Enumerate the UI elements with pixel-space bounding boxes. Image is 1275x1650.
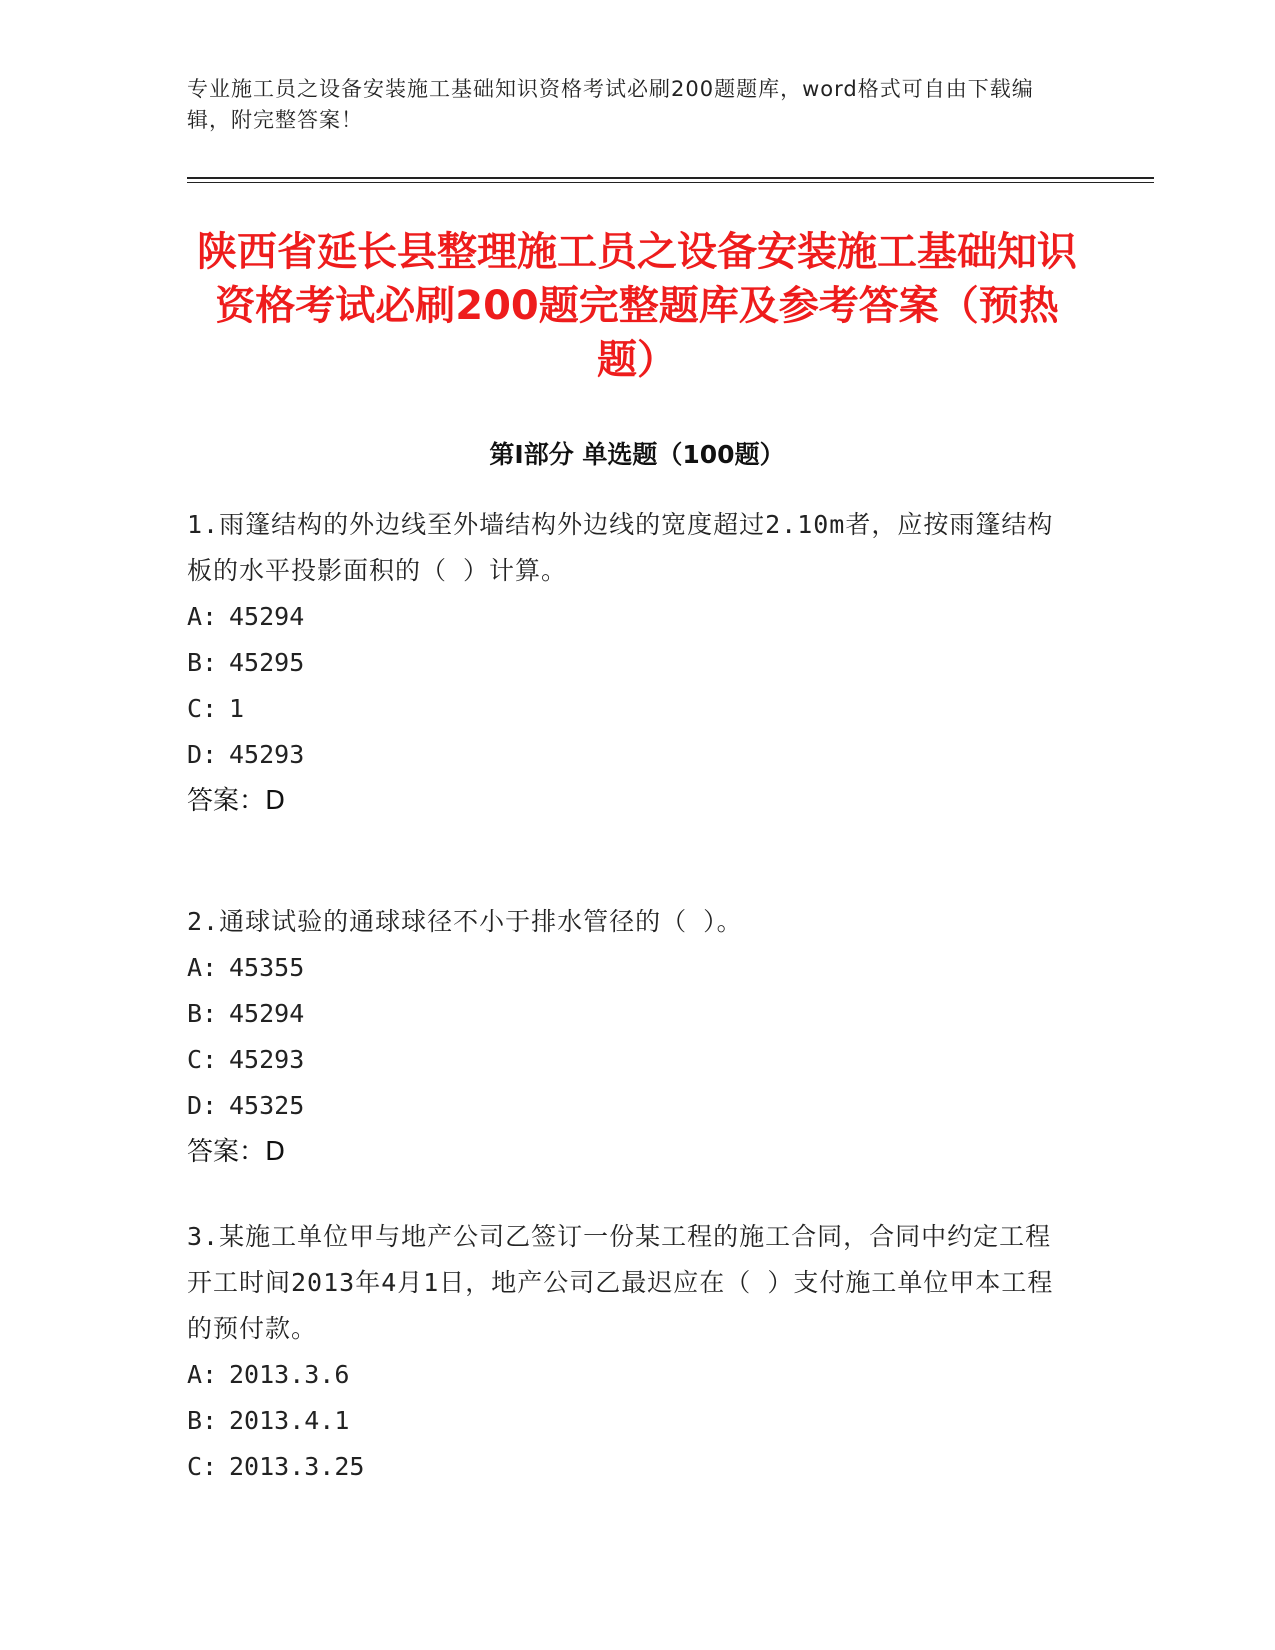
question-2 <box>187 899 1067 1175</box>
question-3 <box>187 1214 1067 1490</box>
option-key: B: <box>187 648 218 677</box>
option-key: A: <box>187 602 218 631</box>
option-value: 2013.3.6 <box>229 1360 350 1389</box>
option-c <box>187 1037 1067 1083</box>
option-key: D: <box>187 740 218 769</box>
option-value: 1 <box>229 694 245 723</box>
option-value: 2013.4.1 <box>229 1406 350 1435</box>
header-note: 专业施工员之设备安装施工基础知识资格考试必刷200题题库，word格式可自由下载编辑，附完整答案！ <box>187 77 1034 132</box>
option-a <box>187 1352 1067 1398</box>
option-value: 45325 <box>229 1091 305 1120</box>
option-value: 45295 <box>229 648 305 677</box>
option-value: 45294 <box>229 999 305 1028</box>
answer-line: 答案：D <box>187 1137 286 1167</box>
answer-line: 答案：D <box>187 786 286 816</box>
header-divider-thin <box>187 182 1154 183</box>
option-key: C: <box>187 694 218 723</box>
option-key: C: <box>187 1045 218 1074</box>
option-key: A: <box>187 1360 218 1389</box>
option-value: 45293 <box>229 740 305 769</box>
option-value: 45294 <box>229 602 305 631</box>
option-b <box>187 640 1067 686</box>
option-c <box>187 686 1067 732</box>
option-key: A: <box>187 953 218 982</box>
option-d <box>187 732 1067 778</box>
option-value: 45293 <box>229 1045 305 1074</box>
option-key: C: <box>187 1452 218 1481</box>
option-b <box>187 991 1067 1037</box>
document-title: 陕西省延长县整理施工员之设备安装施工基础知识资格考试必刷200题完整题库及参考答案（预热题） <box>197 229 1077 383</box>
option-key: D: <box>187 1091 218 1120</box>
question-1 <box>187 502 1067 824</box>
header-divider-thick <box>187 177 1154 179</box>
option-value: 45355 <box>229 953 305 982</box>
question-stem: 2.通球试验的通球球径不小于排水管径的（ ）。 <box>187 907 743 936</box>
option-a <box>187 594 1067 640</box>
option-key: B: <box>187 1406 218 1435</box>
question-stem: 3.某施工单位甲与地产公司乙签订一份某工程的施工合同，合同中约定工程开工时间2013年4月1日，地产公司乙最迟应在（ ）支付施工单位甲本工程的预付款。 <box>187 1222 1054 1343</box>
question-stem: 1.雨篷结构的外边线至外墙结构外边线的宽度超过2.10m者，应按雨篷结构板的水平投影面积的（ ）计算。 <box>187 510 1054 585</box>
option-key: B: <box>187 999 218 1028</box>
option-b <box>187 1398 1067 1444</box>
option-c <box>187 1444 1067 1490</box>
option-d <box>187 1083 1067 1129</box>
option-value: 2013.3.25 <box>229 1452 365 1481</box>
section-title: 第Ⅰ部分 单选题（100题） <box>489 440 785 469</box>
option-a <box>187 945 1067 991</box>
